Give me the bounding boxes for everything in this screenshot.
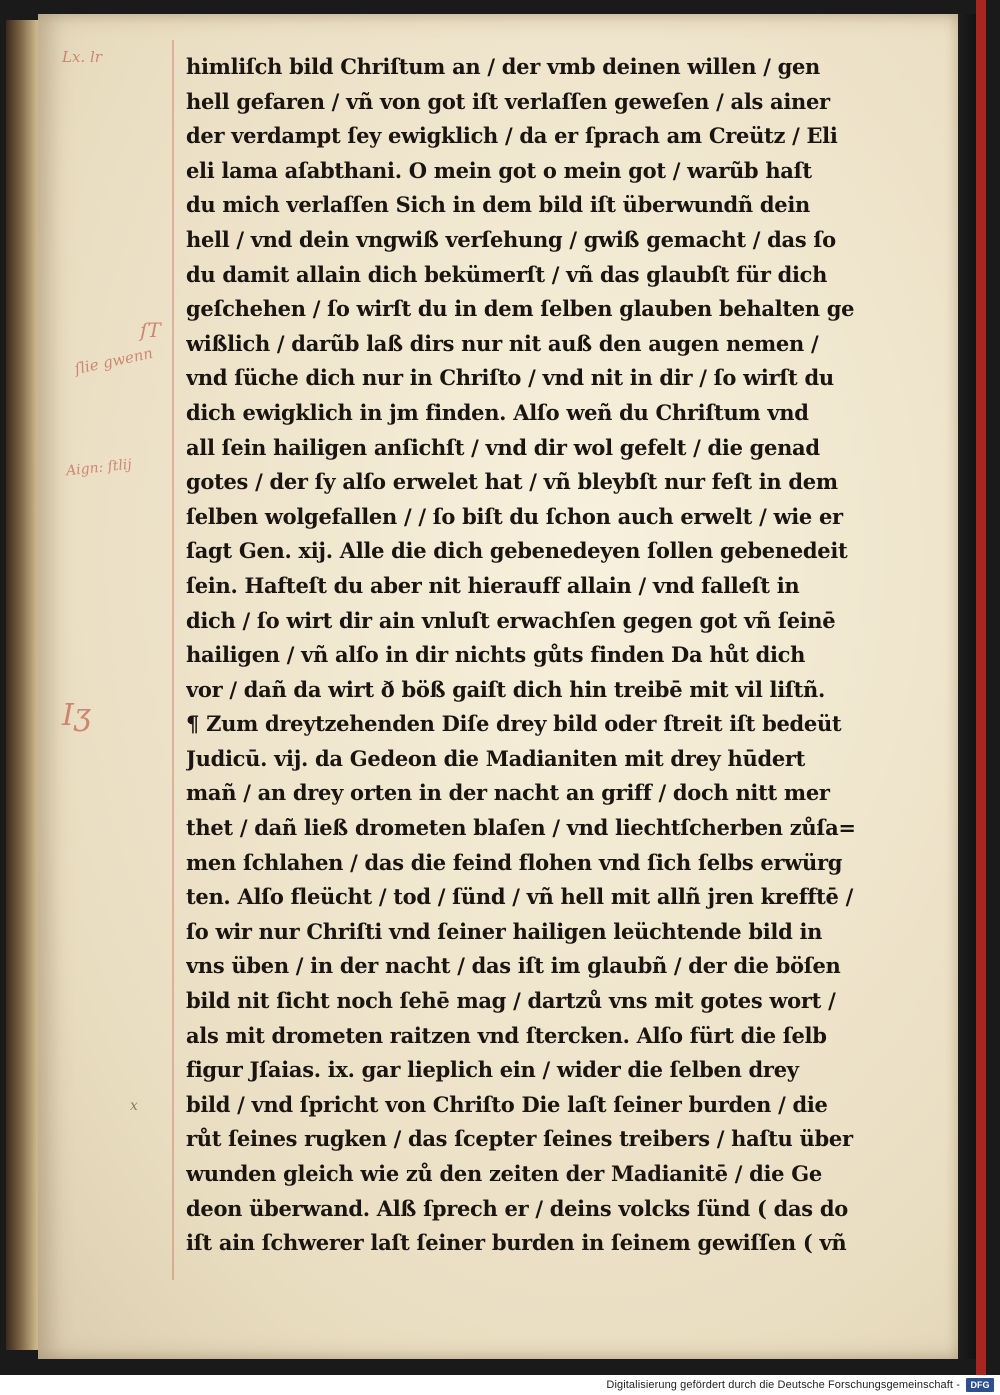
- footer-bar: [0, 1375, 1000, 1395]
- text-line: eli lama aſabthani. O mein got o mein got / warũb haſt: [186, 157, 812, 183]
- text-line: thet / dañ ließ drometen blaſen / vnd liechtſcherben zůſa=: [186, 815, 856, 841]
- text-line: ſelben wolgefallen / / ſo biſt du ſchon auch erwelt / wie er: [186, 503, 843, 529]
- text-line: himliſch bild Chriſtum an / der vmb deinen willen / gen: [186, 54, 820, 79]
- dfg-logo-icon: DFG: [966, 1378, 994, 1392]
- text-line: du mich verlaſſen Sich in dem bild iſt überwundñ dein: [186, 192, 810, 218]
- text-line: all ſein hailigen anſichſt / vnd dir wol gefelt / die genad: [186, 434, 820, 460]
- text-line: hell / vnd dein vngwiß verſehung / gwiß gemacht / das ſo: [186, 226, 836, 252]
- text-line: du damit allain dich bekümerſt / vñ das glaubſt für dich: [186, 261, 828, 287]
- text-line: bild / vnd ſpricht von Chriſto Die laſt ſeiner burden / die: [186, 1091, 828, 1117]
- text-line: vnd ſüche dich nur in Chriſto / vnd nit in dir / ſo wirſt du: [186, 365, 834, 391]
- text-line: Judicū. vij. da Gedeon die Madianiten mit drey hūdert: [186, 745, 806, 771]
- text-line: ten. Alſo fleücht / tod / ſünd / vñ hell mit allñ jren krefftē /: [186, 884, 854, 910]
- text-line: hailigen / vñ alſo in dir nichts gůts finden Da hůt dich: [186, 642, 806, 668]
- section-heading-line: ¶ Zum dreytzehenden Diſe drey bild oder ſtreit iſt bedeüt: [186, 711, 842, 737]
- marginal-note: Lx. lr: [62, 48, 102, 66]
- text-line: ſo wir nur Chriſti vnd ſeiner hailigen leüchtende bild in: [186, 918, 823, 944]
- body-text: [186, 50, 926, 1261]
- text-line: wunden gleich wie zů den zeiten der Madianitē / die Ge: [186, 1161, 822, 1186]
- text-line: bild nit ſicht noch ſehē mag / dartzů vns mit gotes wort /: [186, 988, 836, 1014]
- marginal-note: Aign: ſtlij: [65, 456, 133, 480]
- text-line: ſagt Gen. xij. Alle die dich gebenedeyen ſollen gebenedeit: [186, 538, 848, 564]
- marginal-note: Iʒ: [62, 698, 91, 733]
- text-line: figur Jſaias. ix. gar lieplich ein / wider die ſelben drey: [186, 1057, 799, 1083]
- text-line: mañ / an drey orten in der nacht an griff / doch nitt mer: [186, 780, 830, 806]
- text-line: vns üben / in der nacht / das iſt im glaubñ / der die böſen: [186, 953, 841, 979]
- text-line: deon überwand. Alß ſprech er / deins volcks ſünd ( das do: [186, 1195, 848, 1221]
- marginal-note: ſlie gwenn: [72, 343, 155, 379]
- text-line: als mit drometen raitzen vnd ſtercken. Alſo fürt die ſelb: [186, 1022, 827, 1048]
- red-binding-strip: [976, 0, 986, 1375]
- text-line: růt ſeines rugken / das ſcepter ſeines treibers / haſtu über: [186, 1126, 853, 1152]
- text-line: iſt ain ſchwerer laſt ſeiner burden in ſeinem gewiſſen ( vñ: [186, 1230, 847, 1256]
- text-line: men ſchlahen / das die feind flohen vnd ſich ſelbs erwürg: [186, 849, 843, 875]
- text-line: der verdampt ſey ewigklich / da er ſprach am Creütz / Eli: [186, 123, 838, 149]
- text-line: vor / dañ da wirt ð böß gaiſt dich hin treibē mit vil liſtñ.: [186, 676, 826, 702]
- text-line: ſein. Hafteſt du aber nit hierauff allain / vnd falleſt in: [186, 572, 800, 598]
- text-line: hell gefaren / vñ von got iſt verlaſſen geweſen / als ainer: [186, 88, 830, 114]
- marginal-mark: x: [130, 1098, 138, 1114]
- text-line: wißlich / darũb laß dirs nur nit auß den augen nemen /: [186, 330, 819, 356]
- text-line: gotes / der ſy alſo erwelet hat / vñ bleybſt nur feſt in dem: [186, 469, 838, 495]
- text-line: dich ewigklich in jm finden. Alſo weñ du Chriſtum vnd: [186, 399, 809, 425]
- funding-notice: Digitalisierung gefördert durch die Deutsche Forschungsgemeinschaft -: [606, 1379, 960, 1391]
- text-line: dich / ſo wirt dir ain vnluſt erwachſen gegen got vñ ſeinē: [186, 607, 836, 633]
- text-line: geſchehen / ſo wirſt du in dem ſelben glauben behalten ge: [186, 296, 855, 322]
- marginal-note: ſT: [140, 318, 161, 342]
